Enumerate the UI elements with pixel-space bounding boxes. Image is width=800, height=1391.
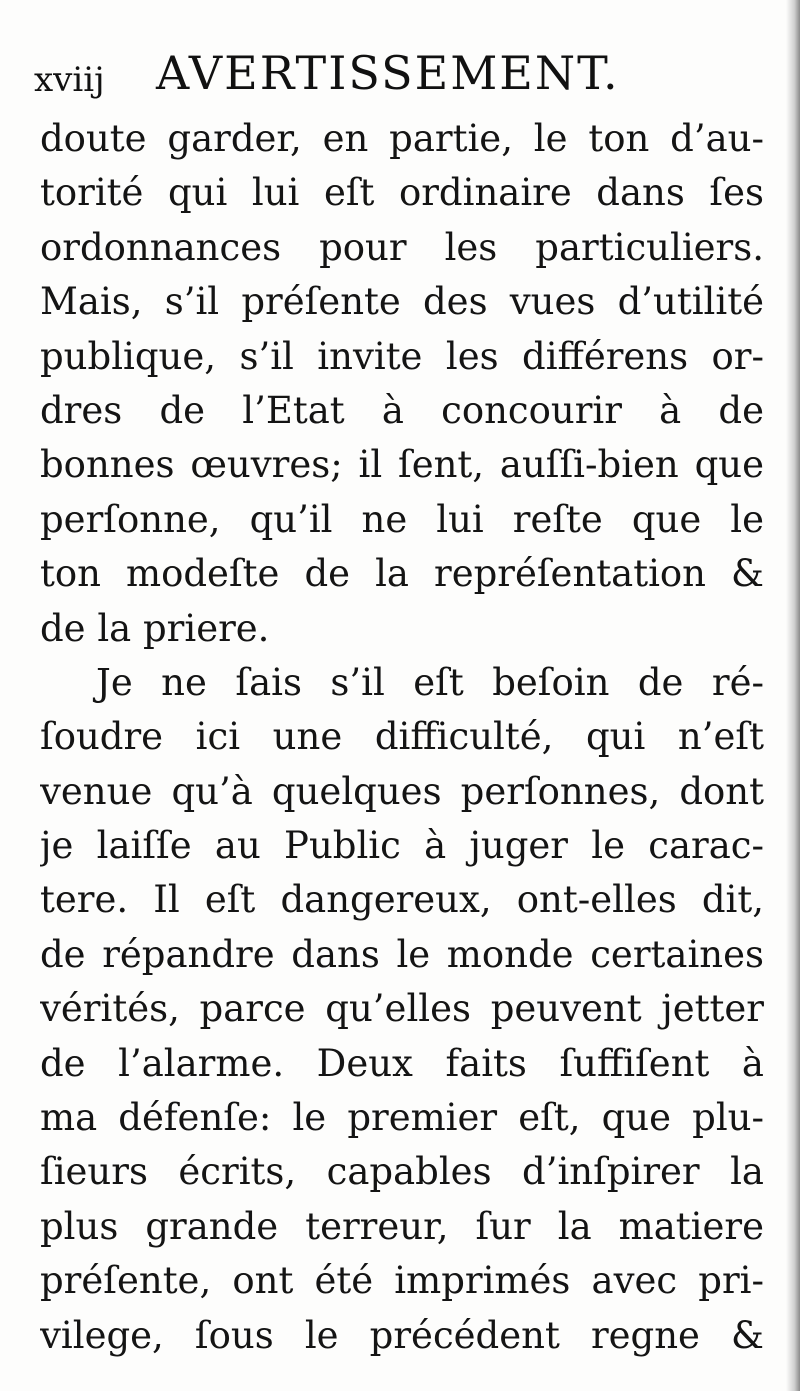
text-line: de l’alarme. Deux faits ſuffiſent à [40, 1041, 764, 1085]
text-line: Mais, s’il préſente des vues d’utilité [40, 280, 764, 324]
paragraph-end-line: de la priere. [40, 606, 270, 650]
text-line: ſieurs écrits, capables d’inſpirer la [40, 1150, 764, 1194]
text-line: perſonne, qu’il ne lui reſte que le [40, 497, 764, 541]
text-line: torité qui lui eſt ordinaire dans ſes [40, 171, 764, 215]
text-line: de répandre dans le monde certaines [40, 932, 764, 976]
text-line: vérités, parce qu’elles peuvent jetter [40, 987, 764, 1031]
paragraph-start-line: Je ne ſais s’il eſt beſoin de ré- [96, 660, 764, 704]
text-line: plus grande terreur, ſur la matiere [40, 1204, 764, 1248]
text-line: préſente, ont été imprimés avec pri- [40, 1259, 764, 1303]
text-line: dres de l’Etat à concourir à de [40, 388, 764, 432]
text-line: ordonnances pour les particuliers. [40, 225, 764, 269]
text-line: je laiſſe au Public à juger le carac- [40, 824, 764, 868]
text-line: doute garder, en partie, le ton d’au- [40, 117, 764, 160]
text-line: publique, s’il invite les différens or- [40, 334, 764, 378]
text-line: tere. Il eſt dangereux, ont-elles dit, [40, 878, 764, 922]
text-line: vilege, ſous le précédent regne & [40, 1313, 764, 1357]
text-line: ſoudre ici une difficulté, qui n’eſt [40, 715, 764, 759]
text-line: ton modeſte de la repréſentation & [40, 552, 764, 596]
running-title: AVERTISSEMENT. [156, 46, 620, 100]
text-line: bonnes œuvres; il ſent, auſſi-bien que [40, 443, 764, 487]
body-text [40, 112, 764, 1363]
running-header [34, 40, 754, 110]
text-line: venue qu’à quelques perſonnes, dont [40, 769, 764, 813]
page-number: xviij [34, 60, 105, 100]
text-line: ma défenſe: le premier eſt, que plu- [40, 1096, 764, 1140]
page-edge-shadow [786, 0, 800, 1391]
